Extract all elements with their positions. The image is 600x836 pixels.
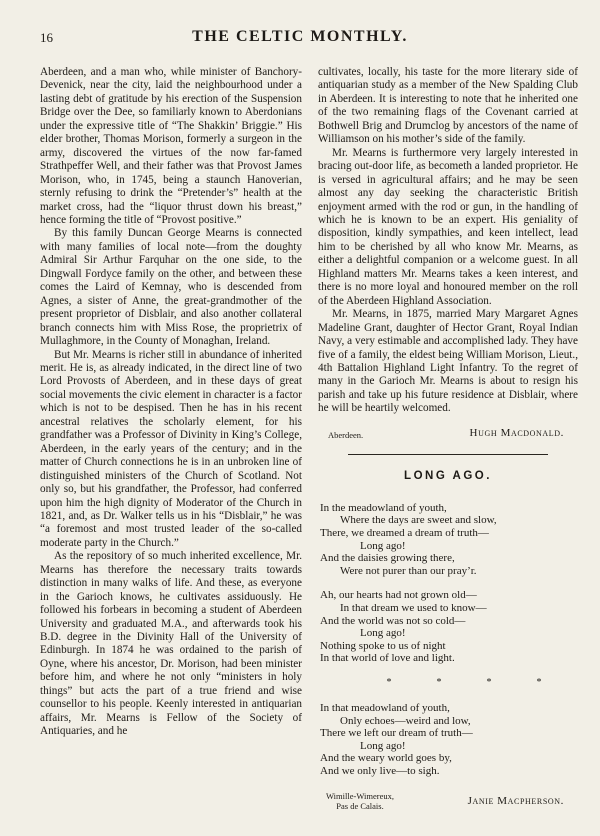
signature-place: Aberdeen. <box>328 429 364 440</box>
poem-line: Nothing spoke to us of night <box>320 639 446 652</box>
poem-line: Only echoes—weird and low, <box>340 714 471 727</box>
article-paragraph: But Mr. Mearns is richer still in abundance of inherited merit. He is, as already indicated, in the direct line of two Lord Provosts of Aberdeen, and in these days of great social movements the civic element in character is a factor which is not to be despised. Then he has in his recent ancestral relatives the scholarly element, for his grandfather was a Professor of Divinity in King’s College, Aberdeen, in the early years of the century; and in the matter of Church connections he is in an unbroken line of distinguished ministers of the Church of Scotland. Not only so, but his grandfather, the Professor, had conferred upon him the high dignity of Moderator of the Church in 1821, and, as Dr. Walker tells us in his “Disblair,” he was “a foremost and most trusted leader of the so-called moderate party in the Church.” <box>40 348 302 549</box>
poem-line: Were not purer than our pray’r. <box>340 564 477 577</box>
page-header <box>0 28 600 50</box>
article-signature <box>318 426 578 444</box>
right-column <box>318 66 578 819</box>
poem-line: There we left our dream of truth— <box>320 727 473 740</box>
article-paragraph: By this family Duncan George Mearns is connected with many families of local note—from the doughty Admiral Sir Arthur Farquhar on the one side, to the Dingwall Fordyce family on the other, and between these comes the Laird of Kemnay, who is descended from Agnes, a sister of Anne, the great-grandmother of the present proprietor of Disblair, and also another collateral branch connects him with Miss Rose, the proprietrix of Mullaghmore, in the County of Monaghan, Ireland. <box>40 227 302 348</box>
running-title: THE CELTIC MONTHLY. <box>192 28 408 45</box>
poem <box>318 502 578 778</box>
article-paragraph: Mr. Mearns is furthermore very largely interested in bracing out-door life, as becometh a landed proprietor. He is versed in agricultural affairs; and he may be seen almost any day seeking the characteristic British enjoyment armed with the rod or gun, in the handling of which he is known to be an expert. His geniality of disposition, kindly sympathies, and keen intellect, lead him to be cherished by all who know Mr. Mearns, as either a delightful companion or a welcome guest. In all Highland matters Mr. Mearns takes a keen interest, and there is no more loyal and honoured member on the roll of the Aberdeen Highland Association. <box>318 146 578 307</box>
poem-signature <box>318 789 578 819</box>
poem-line: Ah, our hearts had not grown old— <box>320 589 477 602</box>
poem-line: There, we dreamed a dream of truth— <box>320 526 489 539</box>
poem-line: And the weary world goes by, <box>320 752 452 765</box>
asterism-break <box>364 677 564 688</box>
poem-line: In that meadowland of youth, <box>320 701 450 714</box>
article-paragraph: Aberdeen, and a man who, while minister of Banchory-Devenick, near the city, laid the neighbourhood under a lasting debt of gratitude by his erection of the Suspension Bridge over the Dee, so familiarly known to Aberdonians under the expressive title of “The Shakkin’ Briggie.” His elder brother, Thomas Morison, formerly a surgeon in the army, discovered the virtues of the now far-famed Strathpeffer Well, and their father was that Provost James Morison, who, in 1745, being a staunch Hanoverian, sternly refusing to drink the “Pretender’s” health at the market cross, had the “liquor thrust down his breast,” hence forming the title of “Provost positive.” <box>40 66 302 226</box>
poem-line: Where the days are sweet and slow, <box>340 514 497 527</box>
poem-stanza <box>320 502 578 578</box>
article-paragraph: Mr. Mearns, in 1875, married Mary Margaret Agnes Madeline Grant, daughter of Hector Grant, Royal Indian Navy, a very estimable and accomplished lady. They have five of a family, the eldest being William Morison, Lieut., 4th Battalion Highland Light Infantry. To the regret of many in the Garioch Mr. Mearns is about to resign his parish and take up his future residence at Disblair, where he will be heartily welcomed. <box>318 308 578 415</box>
poem-stanza <box>320 589 578 665</box>
poem-line: And we only live—to sigh. <box>320 764 440 777</box>
left-column <box>40 66 302 739</box>
poem-line: And the daisies growing there, <box>320 552 455 565</box>
poem-line: And the world was not so cold— <box>320 614 466 627</box>
article-paragraph: As the repository of so much inherited excellence, Mr. Mearns has therefore the necessary traits towards distinction in many walks of life. And these, as everyone in the Garioch knows, he cultivates assiduously. He followed his forbears in becoming a student of Aberdeen University and graduated M.A., and afterwards took his B.D. degree in the Divinity Hall of the University of Edinburgh. In 1874 he was ordained to the parish of Oyne, where his ancestor, Dr. Morison, had been minister before him, and where he not only “ministers in holy things” but acts the part of a true friend and wise counsellor to his people. Keenly interested in antiquarian affairs, Mr. Mearns is Fellow of the Society of Antiquaries, and he <box>40 550 302 738</box>
asterism: * <box>486 676 492 688</box>
poem-place-line: Pas de Calais. <box>336 801 384 812</box>
asterism: * <box>536 676 542 688</box>
poem-line: Long ago! <box>360 539 406 552</box>
asterism: * <box>386 676 392 688</box>
poem-line: In that world of love and light. <box>320 652 455 665</box>
poem-place-line: Wimille-Wimereux, <box>326 791 394 802</box>
asterism: * <box>436 676 442 688</box>
section-divider <box>348 454 548 455</box>
poem-line: Long ago! <box>360 739 406 752</box>
poem-title: LONG AGO. <box>404 469 492 482</box>
signature-author: Hugh Macdonald. <box>469 426 564 439</box>
poem-line: In the meadowland of youth, <box>320 501 447 514</box>
poem-place <box>326 791 394 811</box>
page-number: 16 <box>40 30 53 45</box>
poem-stanza <box>320 702 578 778</box>
poem-line: Long ago! <box>360 627 406 640</box>
poem-author: Janie Macpherson. <box>467 795 564 808</box>
poem-line: In that dream we used to know— <box>340 601 487 614</box>
article-paragraph: cultivates, locally, his taste for the more literary side of antiquarian study as a member of the New Spalding Club in Aberdeen. It is interesting to note that he inherited one of the two remaining flags of the Covenant carried at Bothwell Brig and Drumclog by ancestors of the name of Williamson on his mother’s side of the family. <box>318 66 578 146</box>
